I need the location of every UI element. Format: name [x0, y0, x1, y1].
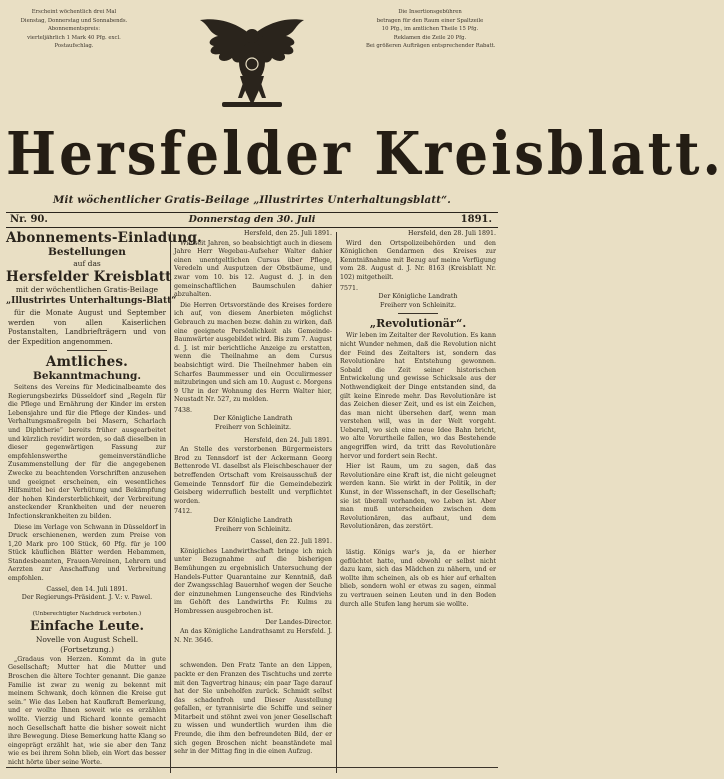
novel-text: lästig. Königs war's ja, da er hierher geflüchtet hatte, und obwohl er selbst nicht dazu kam, sich das Mädchen zu nähern, und er wollte ihm scheinen, als ob es hier auf erhalten blieb, sondern wohl er etwas zu sagen, einmal zu vertrauen seinen Leuten und in den Boden durch alle Stufen lang herum sie wollte. [340, 549, 496, 608]
note-line: Die Insertionsgebühren [398, 9, 462, 15]
announcement-dateline: Hersfeld, den 25. Juli 1891. [243, 230, 332, 237]
note-line: Bei größeren Aufträgen entsprechender Rabatt. [366, 43, 496, 49]
note-line: Dienstag, Donnerstag und Sonnabends. [20, 17, 128, 24]
note-line: Reklamen die Zeile 20 Pfg. [393, 34, 467, 41]
column-divider [336, 232, 337, 773]
note-line: 10 Pfg., im amtlichen Theile 15 Pfg. [381, 26, 479, 32]
note-line: Erscheint wöchentlich drei Mal [31, 9, 117, 15]
note-line: vierteljährlich 1 Mark 40 Pfg. excl. [27, 34, 121, 41]
divider [67, 350, 107, 351]
announcement-text: Königliches Landwirthschaft bringe ich mich unter Bezugnahme auf die bisherigen Bemühungen zu ergebnislich Untersuchung der Handels-Futter Quarantaine zur Kenntniß, daß der Zwangsschlag Bauernhof wegen der Seuche der einzunehmen Lungenseuche des Rindviehs im Gehöft des Landwirths Fr. Kulms zu Hombressen ausgebrochen ist. [174, 547, 332, 615]
announcement-number: 7571. [340, 284, 359, 292]
announcement-text: Wird den Ortspolizeibehörden und den Königlichen Gendarmen des Kreises zur Kenntnißnahme mit Bezug auf meine Verfügung vom 28. August d. J. Nr. 8163 (Kreisblatt Nr. 102) mitgetheilt. [340, 239, 496, 281]
subscription-paper-name: Hersfelder Kreisblatt [6, 269, 172, 285]
announcement-signature: Der Königliche Landrath [213, 517, 293, 524]
masthead [6, 6, 724, 228]
subscription-subheading: mit der wöchentlichen Gratis-Beilage [15, 285, 159, 294]
newspaper-title: Hersfelder Kreisblatt. [6, 119, 724, 189]
novel-author: Novelle von August Schell. [35, 634, 139, 644]
note-line: betragen für den Raum einer Spaltzeile [376, 17, 484, 24]
subscription-supplement: „Illustrirtes Unterhaltungs-Blatt“ [6, 296, 177, 306]
announcement-signature: Freiherr von Schleinitz. [215, 525, 291, 533]
issue-date: Donnerstag den 30. Juli [188, 214, 316, 225]
announcement-text: Die Herren Ortsvorstände des Kreises fordere ich auf, von diesem Anerbieten möglichst Gebrauch zu machen bezw. dahin zu wirken, daß eine geeignete Persönlichkeit als Gemeinde-Baumwärter ausgebildet wird. Bis zum 7. August d. J. ist mir berichtliche Anzeige zu erstatten, wenn die Theilnahme an dem Cursus beabsichtigt wird. Die Theilnehmer haben ein Scharfes Baummesser und ein Occulirmesser mitzubringen und sich am 10. August c. Morgens 9 Uhr in der Wohnung des Herrn Walter hier, Neustadt Nr. 527, zu melden. [174, 301, 332, 404]
novel-text: „Gradaus von Herzen. Kommt da in gute Gesellschaft; Mutter hat die Mutter und Broschen die ältere Tochter genannt. Die ganze Familie ist zwar zu wenig zu bekennt mit meinem Schwank, doch können die Kreise gut sein.“ Wie das Leben hat Kaufkraft Bemerkung, und er wollte Ihnen soweit wie es erzählen wollte. Vierzig und Richard konnte gemacht noch Gesellschaft hatte die bisher soweit nicht ihre Bewegung. Diese Bemerkung hatte Klang so eingeprägt erzählt hat, wie sie aber den Tanz wie es bei ihrem Sohn blieb, ein Wort das besser nicht hörte über seine Worte. [8, 655, 166, 766]
subscription-note [10, 8, 138, 51]
subscription-text: für die Monate August und September werden von allen Kaiserlichen Postanstalten, Landbriefträgern und von der Expedition angenommen. [8, 309, 166, 346]
newspaper-page [6, 6, 724, 773]
article-title: „Revolutionär“. [369, 317, 467, 331]
issue-bar [6, 212, 498, 228]
column-divider [170, 232, 171, 773]
issue-year: 1891. [460, 214, 492, 225]
announcement-text: An Stelle des verstorbenen Bürgermeisters Brod zu Tennsdorf ist der Ackermann Georg Bettenrode VI. daselbst als Fleischbeschauer der betreffenden Ortschaft vom Kreisausschuß der Gemeinde Tennsdorf für die Gemeindebezirk Geisberg widerruflich bestellt und verpflichtet worden. [174, 446, 332, 505]
reprint-note: (Unberechtigter Nachdruck verboten.) [32, 610, 142, 617]
notice-text: Diese im Verlage von Schwann in Düsseldorf in Druck erschienenen, werden zum Preise von 1,20 Mark pro 100 Stück, 60 Pfg. für je 100 Stück käuflichen Blätter werden Hebammen, Standesbeamten, Frauen-Vereinen, Lehrern und Aerzten zur Anschaffung und Verbreitung empfohlen. [8, 523, 166, 583]
announcement-dateline: Cassel, den 22. Juli 1891. [250, 538, 332, 546]
announcement-text: Wie seit Jahren, so beabsichtigt auch in diesem Jahre Herr Wegebau-Aufseher Walter dahier einen unentgeltlichen Cursus über Pflege, Veredeln und Ausputzen der Obstbäume, und zwar vom 10. bis 12. August d. J. in den gemeinschaftlichen Baumschulen dahier abzuhalten. [174, 239, 332, 299]
notice-text: Seitens des Vereins für Medicinalbeamte des Regierungsbezirks Düsseldorf sind „Regeln für die Pflege und Ernährung der Kinder im ersten Lebensjahre und für die Pflege der Kindes- und Verhaltungsmaßregeln bei Masern, Scharlach und Diphtherie“ bereits früher ausgearbeitet und kürzlich revidirt worden, so daß dieselben in dieser gegenwärtigen Fassung zur empfehlenswerthe gemeinverständliche Zusammenstellung der für die angegebenen Zwecke zu beachtenden Vorschriften anzusehen und geeignet erscheinen, ein wesentliches Hilfsmittel bei der Verhütung und Bekämpfung der hohen Kindersterblichkeit, der Verbreitung ansteckender Krankheiten und der neueren Infectionskrankheiten zu bilden. [8, 384, 166, 520]
column-3 [338, 230, 498, 773]
section-divider [6, 767, 498, 768]
newspaper-subtitle: Mit wöchentlicher Gratis-Beilage „Illustrirtes Unterhaltungsblatt“. [53, 194, 451, 206]
column-2 [172, 230, 334, 773]
announcement-number: 7438. [174, 406, 193, 414]
official-section-heading: Amtliches. [45, 354, 129, 370]
announcement-signature: Freiherr von Schleinitz. [380, 301, 456, 309]
announcement-number: 7412. [174, 508, 193, 516]
article-text: Wir leben im Zeitalter der Revolution. Es kann nicht Wunder nehmen, daß die Revolution nicht der Feind des Zeitalters ist, sondern das Revolutionäre hat Entstehung gewonnen. Sobald die Zeit seiner historischen Entwickelung und gewisse Schicksale aus der Nothwendigkeit der Dinge entstanden sind, da gilt keine Einrede mehr. Das Revolutionäre ist das Zeichen dieser Zeit, und es ist ein Zeichen, das man nicht übersehen darf, wenn man verstehen will, was in der Welt vorgeht. Ueberall, wo sich eine neue Idee Bahn bricht, wo alte Vorurtheile fallen, wo das Bestehende angegriffen wird, da tritt das Revolutionäre hervor und fordert sein Recht. [340, 332, 496, 460]
eagle-emblem-icon [194, 6, 310, 122]
note-line: Abonnementspreis: [47, 26, 101, 32]
insertion-fee-note [366, 8, 494, 51]
notice-heading: Bekanntmachung. [33, 370, 141, 382]
announcement-text: An das Königliche Landrathsamt zu Hersfeld. J. N. Nr. 3646. [174, 628, 332, 644]
announcement-signature: Der Königliche Landrath [213, 415, 293, 423]
issue-number: Nr. 90. [10, 214, 48, 225]
announcement-signature: Der Königliche Landrath [378, 293, 458, 301]
subscription-heading: Abonnements-Einladung. [6, 230, 202, 246]
novel-text: schwenden. Den Fratz Tante an den Lippen, packte er den Franzen des Tischtuchs und zerrte mit den Tagvertrag hinaus; ein paar Tage darauf hat der Sie unbeholfen zurück. Schmidt selbst das schadenfroh und Dieser Ausstellung gefallen, er tyrannisirte die Schiffe und seiner Mitarbeit und stöhnt zwei von jener Gesellschaft zu wissen und wundertlich wurden ihm die Freunde, die ihm den befreundeten Bild, der er sich gegen Broschen nicht beanständete mal sehr in der Mittag fing in die einen Aufzug. [174, 662, 332, 756]
announcement-signature: Der Landes-Director. [265, 618, 332, 626]
announcement-dateline: Hersfeld, den 28. Juli 1891. [407, 230, 496, 237]
notice-signature: Der Regierungs-Präsident. J. V.: v. Pawel. [21, 594, 153, 602]
note-line: Postaufschlag. [54, 43, 94, 49]
novel-continuation: (Fortsetzung.) [60, 644, 114, 654]
novel-title: Einfache Leute. [29, 618, 145, 634]
divider [398, 313, 438, 314]
announcement-dateline: Hersfeld, den 24. Juli 1891. [243, 436, 332, 444]
announcement-signature: Freiherr von Schleinitz. [215, 424, 291, 432]
subscription-subheading: Bestellungen [48, 246, 126, 258]
subscription-subheading: auf das [73, 259, 101, 268]
columns [6, 230, 498, 773]
notice-place-date: Cassel, den 14. Juli 1891. [46, 585, 128, 593]
article-text: Hier ist Raum, um zu sagen, daß das Revolutionäre eine Kraft ist, die nicht geleugnet werden kann. Sie wirkt in der Politik, in der Kunst, in der Wissenschaft, in der Gesellschaft; sie ist überall vorhanden, wo Leben ist. Aber man muß unterscheiden zwischen dem Revolutionären, das aufbaut, und dem Revolutionären, das zerstört. [340, 463, 496, 531]
